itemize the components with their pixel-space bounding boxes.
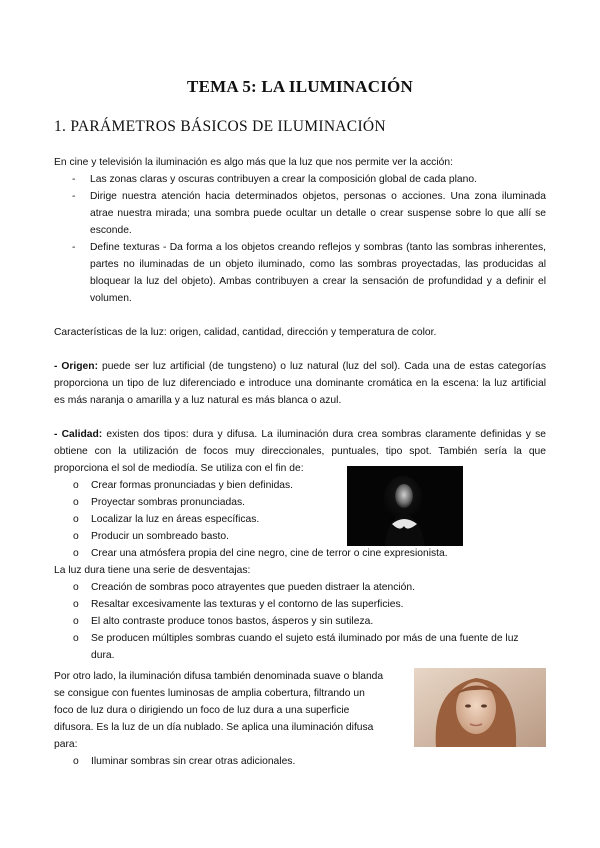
hard-light-portrait-image <box>347 466 463 546</box>
dash-bullet-mark: - <box>72 174 76 185</box>
circle-bullet-mark: o <box>73 599 79 610</box>
disadvantages-intro: La luz dura tiene una serie de desventajas: <box>54 565 251 576</box>
circle-bullet-mark: o <box>73 756 79 767</box>
dura-use-text: Producir un sombreado basto. <box>91 531 229 542</box>
circle-bullet-mark: o <box>73 548 79 559</box>
circle-bullet-mark: o <box>73 616 79 627</box>
disadvantage-text: El alto contraste produce tonos bastos, ásperos y sin sutileza. <box>91 616 374 627</box>
dura-use-text: Crear formas pronunciadas y bien definidas. <box>91 480 294 491</box>
disadvantage-text: Resaltar excesivamente las texturas y el contorno de las superficies. <box>91 599 404 610</box>
hard-light-portrait-graphic <box>347 466 463 546</box>
difusa-line: para: <box>54 739 78 750</box>
origen-text: puede ser luz artificial (de tungsteno) o luz natural (luz del sol). Cada una de estas categorías proporciona un tipo de luz diferenciado e introduce una dominante cromática en la escena: la luz artificial es más naranja o amarilla y a luz natural es más blanca o azul. <box>54 361 547 406</box>
soft-light-portrait-graphic <box>414 668 546 747</box>
difusa-paragraph <box>54 668 406 753</box>
intro-bullet-text: Define texturas - Da forma a los objetos creando reflejos y sombras (tanto las sombras inherentes, partes no iluminadas de un objeto iluminado, como las sombras proyectadas, las producidas al bloquear la luz del objeto). Ambas contribuyen a crear la sensación de profundidad y a definir el volumen. <box>90 242 546 304</box>
calidad-label: - Calidad: <box>54 429 103 440</box>
soft-light-portrait-image <box>414 668 546 747</box>
disadvantage-text: Creación de sombras poco atrayentes que pueden distraer la atención. <box>91 582 415 593</box>
circle-bullet-mark: o <box>73 633 79 644</box>
intro-bullet-text: Dirige nuestra atención hacia determinados objetos, personas o acciones. Una zona iluminada atrae nuestra mirada; una sombra puede ocultar un detalle o crear suspense sobre lo que allí se esconde. <box>90 191 546 236</box>
page-title: TEMA 5: LA ILUMINACIÓN <box>187 77 413 96</box>
difusa-line: se consigue con fuentes luminosas de amplia cobertura, filtrando un <box>54 688 365 699</box>
disadvantage-text: Se producen múltiples sombras cuando el sujeto está iluminado por más de una fuente de luz <box>91 633 519 644</box>
intro-paragraph: En cine y televisión la iluminación es algo más que la luz que nos permite ver la acción: <box>54 157 453 168</box>
characteristics-paragraph: Características de la luz: origen, calidad, cantidad, dirección y temperatura de color. <box>54 327 437 338</box>
difusa-line: foco de luz dura o dirigiendo un foco de luz dura a una superficie <box>54 705 350 716</box>
difusa-line: Por otro lado, la iluminación difusa también denominada suave o blanda <box>54 671 384 682</box>
circle-bullet-mark: o <box>73 514 79 525</box>
dash-bullet-mark: - <box>72 191 76 202</box>
origen-paragraph <box>54 358 546 409</box>
intro-bullet-text: Las zonas claras y oscuras contribuyen a crear la composición global de cada plano. <box>90 174 477 185</box>
calidad-paragraph <box>54 426 546 477</box>
circle-bullet-mark: o <box>73 497 79 508</box>
dura-use-text: Crear una atmósfera propia del cine negro, cine de terror o cine expresionista. <box>91 548 448 559</box>
section-heading: 1. PARÁMETROS BÁSICOS DE ILUMINACIÓN <box>54 118 386 135</box>
dura-use-text: Proyectar sombras pronunciadas. <box>91 497 245 508</box>
circle-bullet-mark: o <box>73 582 79 593</box>
dura-use-text: Localizar la luz en áreas específicas. <box>91 514 260 525</box>
circle-bullet-mark: o <box>73 531 79 542</box>
difusa-use-text: Iluminar sombras sin crear otras adicionales. <box>91 756 296 767</box>
calidad-text: existen dos tipos: dura y difusa. La iluminación dura crea sombras claramente definidas y se obtiene con la utilización de focos muy direccionales, puntuales, tipo spot. También sería la que proporciona el sol de mediodía. Se utiliza con el fin de: <box>54 429 547 474</box>
circle-bullet-mark: o <box>73 480 79 491</box>
origen-label: - Origen: <box>54 361 99 372</box>
dash-bullet-mark: - <box>72 242 76 253</box>
difusa-line: difusora. Es la luz de un día nublado. Se aplica una iluminación difusa <box>54 722 374 733</box>
disadvantage-text: dura. <box>91 650 115 661</box>
